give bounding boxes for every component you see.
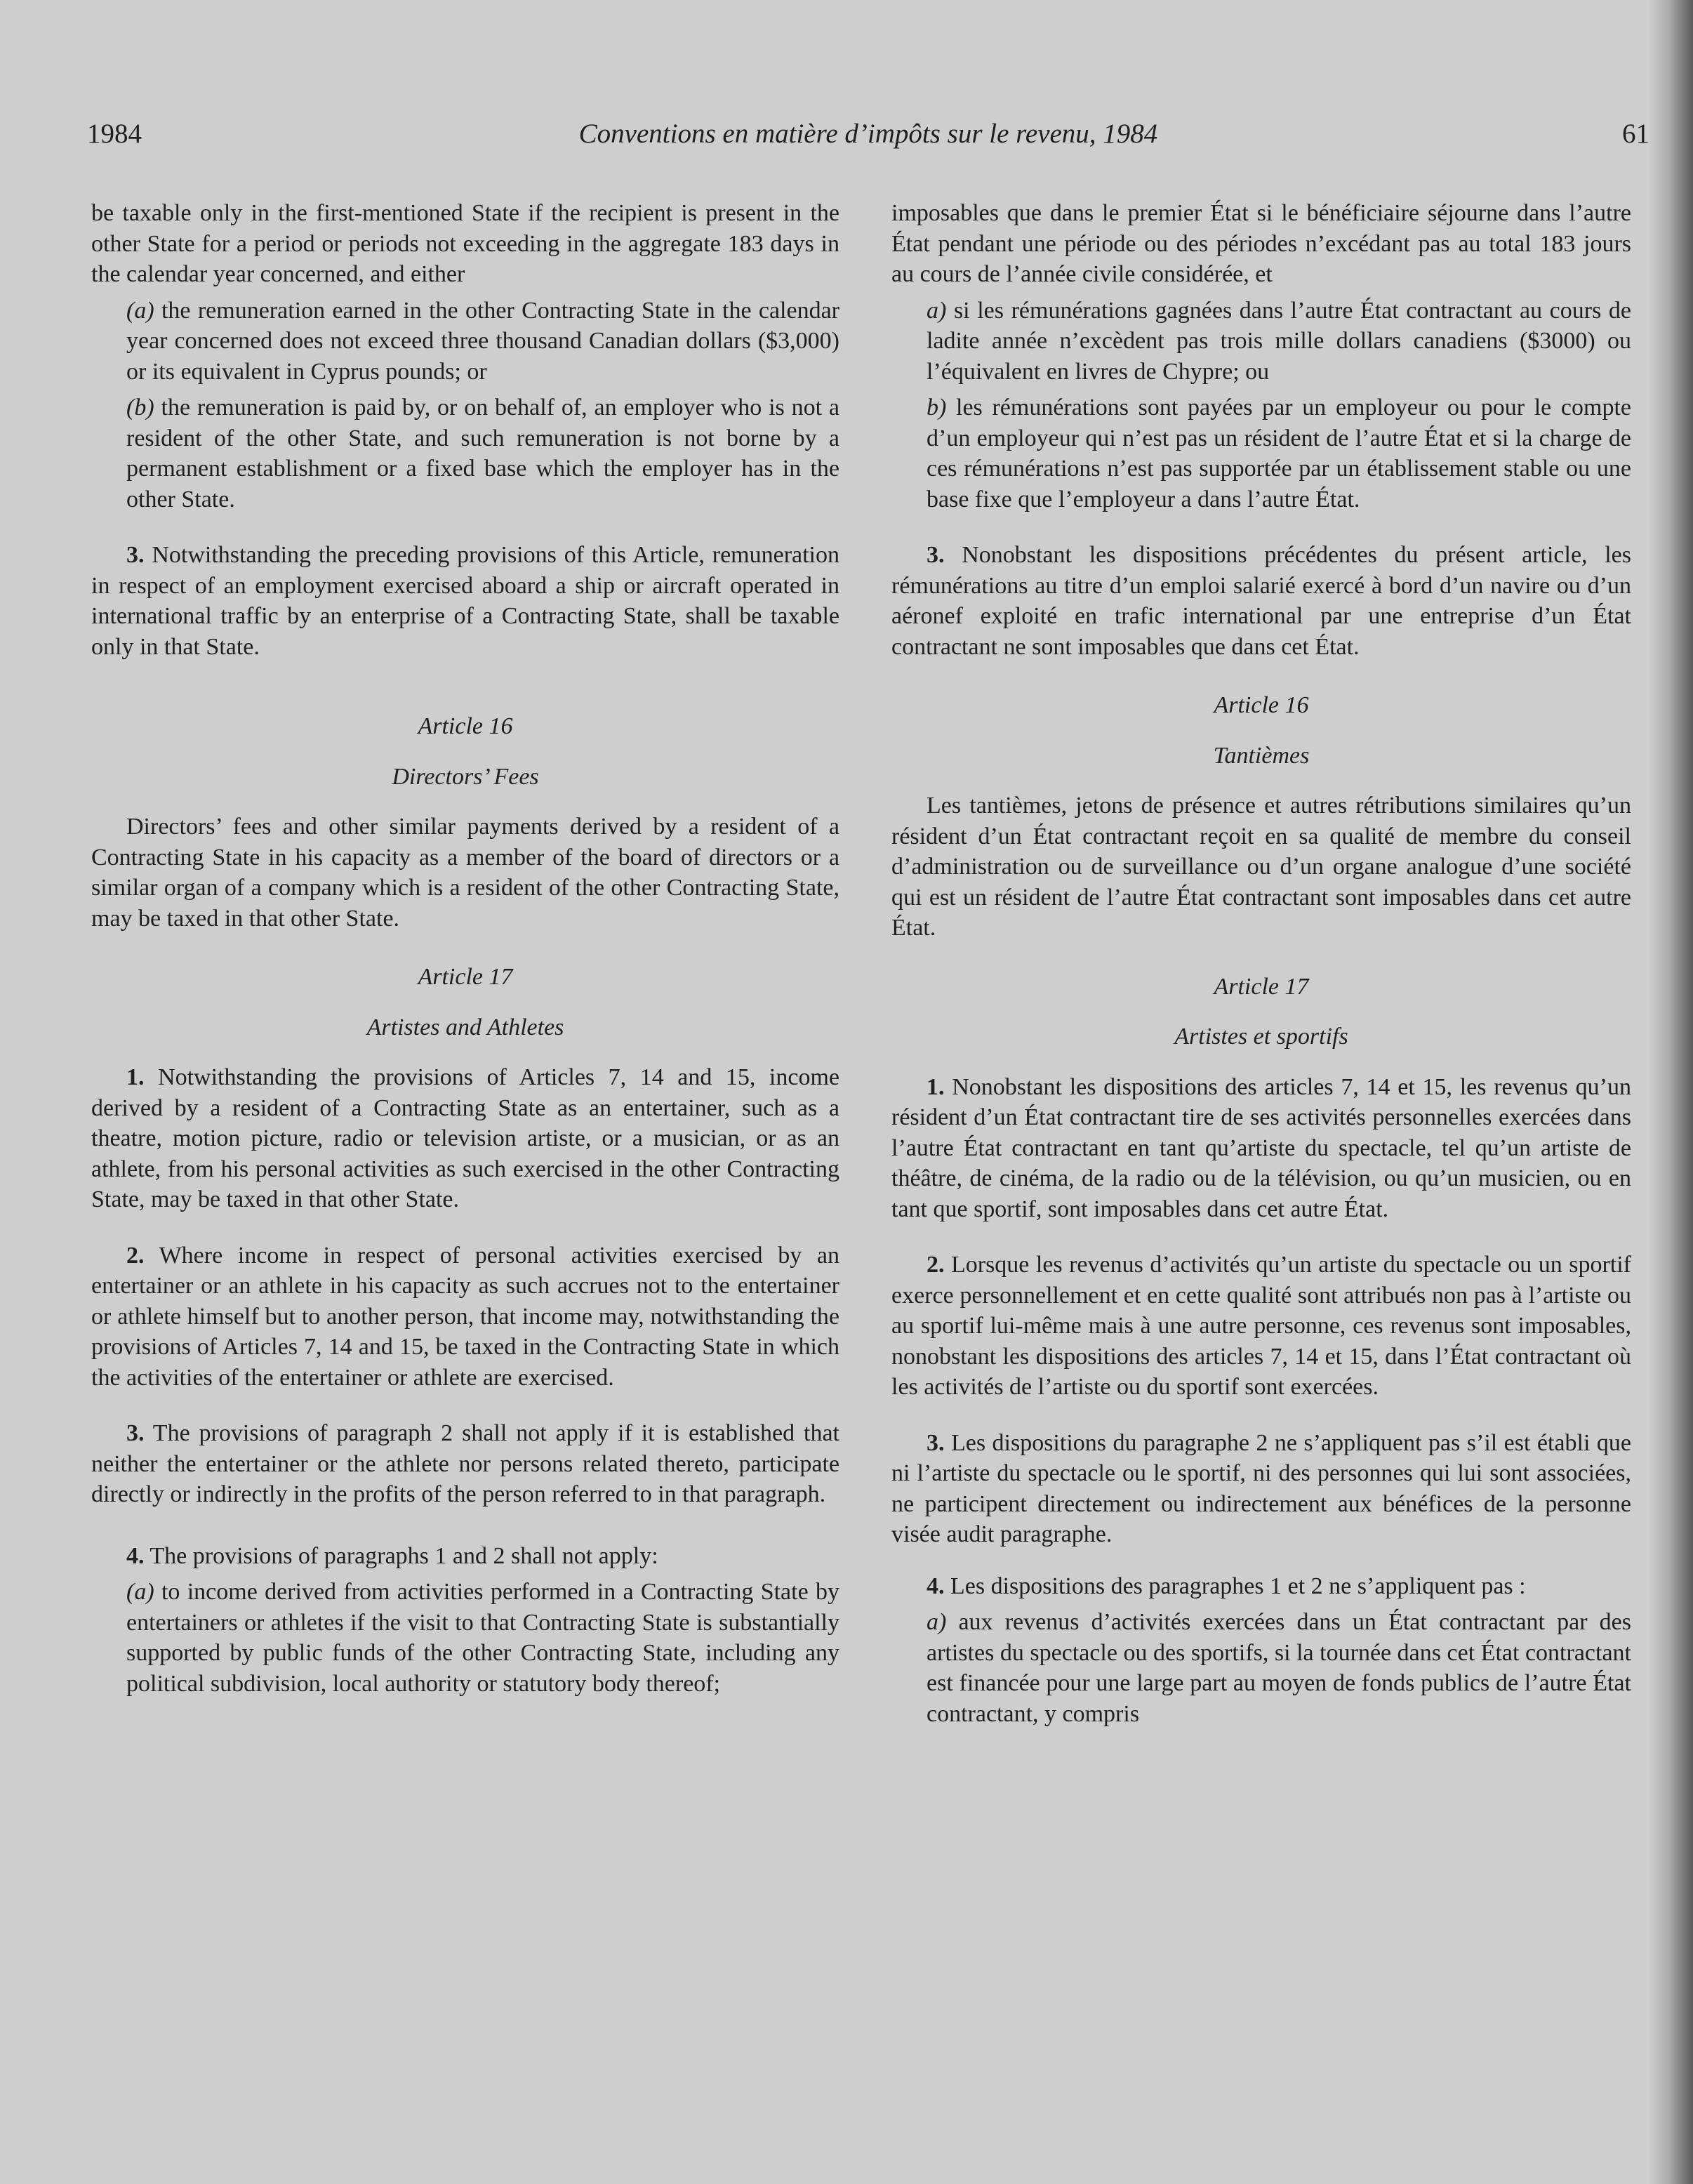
paragraph-number: 4. [126, 1542, 145, 1569]
paragraph-text: Nonobstant les dispositions des articles 7, 14 et 15, les revenus qu’un résident d’un État contractant tire de ses activités personnelles exercées dans l’autre État contractant en tant qu’artiste du spectacle, tel qu’un artiste de théâtre, de cinéma, de la radio ou de la télévision, ou qu’un musicien, ou en tant que sportif, sont imposables dans cet autre État. [891, 1073, 1631, 1222]
paragraph-number: 1. [927, 1073, 945, 1100]
article-16-text: Les tantièmes, jetons de présence et autres rétributions similaires qu’un résident d’un État contractant reçoit en sa qualité de membre du conseil d’administration ou de surveillance ou d’un organe analogue d’une société qui est un résident de l’autre État contractant sont imposables dans cet autre État. [891, 793, 1631, 941]
article-16-title: Tantièmes [1213, 742, 1310, 769]
page-number: 61 [1622, 119, 1649, 149]
subparagraph-text: aux revenus d’activités exercées dans un État contractant par des artistes du spectacle ou des sportifs, si la tournée dans cet État contractant est financée pour une large part au moyen de fonds publics de l’autre État contractant, y compris [927, 1609, 1631, 1727]
subparagraph-b [126, 392, 839, 515]
paragraph-text: Where income in respect of personal activities exercised by an entertainer or an athlete in his capacity as such accrues not to the entertainer or athlete himself but to another person, that income may, notwithstanding the provisions of Articles 7, 14 and 15, be taxed in the Contracting State in which the activities of the entertainer or athlete are exercised. [91, 1242, 839, 1391]
book-spine-shadow [1649, 0, 1693, 2184]
subparagraph-label: b) [927, 395, 947, 421]
subparagraph-text: les rémunérations sont payées par un employeur ou pour le compte d’un employeur qui n’est pas un résident de l’autre État et si la charge de ces rémunérations n’est pas supportée par un établissement stable ou une base fixe que l’employeur a dans l’autre État. [927, 395, 1632, 512]
article-17-paragraph-4-a [927, 1607, 1631, 1729]
subparagraph-a [927, 296, 1631, 388]
article-16-title: Directors’ Fees [392, 763, 539, 790]
paragraph-text: Lorsque les revenus d’activités qu’un artiste du spectacle ou un sportif exerce personnellement et en cette qualité sont attribués non pas à l’artiste ou au sportif lui-même mais à une autre personne, ces revenus sont imposables, nonobstant les dispositions des articles 7, 14 et 15, dans l’État contractant où les activités de l’artiste ou du sportif sont exercées. [891, 1252, 1632, 1400]
subparagraph-label: (a) [126, 297, 154, 324]
french-column [891, 198, 1631, 1729]
paragraph-number: 2. [927, 1252, 945, 1278]
paragraph-number: 4. [927, 1573, 945, 1599]
english-column [91, 198, 839, 1699]
article-17-paragraph-3 [891, 1428, 1631, 1550]
paragraph-number: 3. [126, 1420, 145, 1446]
header-year: 1984 [87, 119, 142, 149]
paragraph-number: 2. [126, 1242, 145, 1269]
header-title: Conventions en matière d’impôts sur le revenu, 1984 [578, 119, 1158, 149]
running-header [87, 118, 1649, 160]
article-17-paragraph-3 [91, 1418, 839, 1510]
article-17-paragraph-4 [891, 1571, 1631, 1602]
paragraph-text: Les dispositions des paragraphes 1 et 2 ne s’appliquent pas : [950, 1573, 1526, 1599]
subparagraph-text: the remuneration earned in the other Contracting State in the calendar year concerned does not exceed three thousand Canadian dollars ($3,000) or its equivalent in Cyprus pounds; or [126, 297, 840, 385]
article-17-heading: Article 17 [1214, 973, 1309, 1000]
subparagraph-label: a) [927, 297, 947, 324]
paragraph-text: Nonobstant les dispositions précédentes du présent article, les rémunérations au titre d’un emploi salarié exercé à bord d’un navire ou d’un aéronef exploité en trafic international par une entreprise d’un État contractant ne sont imposables que dans cet État. [891, 542, 1632, 660]
article-17-title: Artistes et sportifs [1174, 1024, 1348, 1050]
article-17-paragraph-4 [91, 1541, 839, 1572]
continuation-paragraph: imposables que dans le premier État si le bénéficiaire séjourne dans l’autre État pendant une période ou des périodes n’excédant pas au total 183 jours au cours de l’année civile considérée, et [891, 200, 1631, 287]
article-17-paragraph-2 [91, 1240, 839, 1394]
paragraph-3 [891, 540, 1631, 662]
subparagraph-text: to income derived from activities performed in a Contracting State by entertainers or athletes if the visit to that Contracting State is substantially supported by public funds of the other Contracting State, including any political subdivision, local authority or statutory body thereof; [126, 1579, 839, 1697]
paragraph-text: Notwithstanding the preceding provisions of this Article, remuneration in respect of an employment exercised aboard a ship or aircraft operated in international traffic by an enterprise of a Contracting State, shall be taxable only in that State. [91, 542, 840, 660]
subparagraph-text: the remuneration is paid by, or on behalf of, an employer who is not a resident of the other State, and such remuneration is not borne by a permanent establishment or a fixed base which the employer has in the other State. [126, 395, 840, 512]
article-16-heading: Article 16 [418, 713, 513, 739]
article-17-paragraph-1 [91, 1062, 839, 1215]
subparagraph-a [126, 296, 839, 388]
paragraph-number: 1. [126, 1064, 145, 1090]
article-17-title: Artistes and Athletes [366, 1014, 564, 1040]
continuation-paragraph: be taxable only in the first-mentioned State if the recipient is present in the other State for a period or periods not exceeding in the aggregate 183 days in the calendar year concerned, and either [91, 200, 839, 287]
paragraph-number: 3. [927, 1429, 945, 1456]
paragraph-3 [91, 540, 839, 662]
paragraph-number: 3. [927, 542, 945, 568]
subparagraph-label: (b) [126, 395, 154, 421]
subparagraph-text: si les rémunérations gagnées dans l’autre État contractant au cours de ladite année n’excèdent pas trois mille dollars canadiens ($3000) ou l’équivalent en livres de Chypre; ou [927, 297, 1631, 385]
paragraph-number: 3. [126, 542, 145, 568]
paragraph-text: Les dispositions du paragraphe 2 ne s’appliquent pas s’il est établi que ni l’artiste du spectacle ou le sportif, ni des personnes qui lui sont associées, ne participent directement ou indirectement aux bénéfices de la personne visée audit paragraphe. [891, 1429, 1631, 1547]
article-17-heading: Article 17 [418, 964, 513, 990]
article-17-paragraph-4-a [126, 1577, 839, 1699]
article-17-paragraph-2 [891, 1250, 1631, 1403]
article-17-paragraph-1 [891, 1072, 1631, 1225]
article-16-heading: Article 16 [1214, 692, 1309, 718]
paragraph-text: The provisions of paragraphs 1 and 2 shall not apply: [150, 1542, 658, 1569]
article-16-text: Directors’ fees and other similar payments derived by a resident of a Contracting State in his capacity as a member of the board of directors or a similar organ of a company which is a resident of the other Contracting State, may be taxed in that other State. [91, 814, 839, 932]
subparagraph-label: a) [927, 1609, 947, 1635]
subparagraph-b [927, 392, 1631, 515]
subparagraph-label: (a) [126, 1579, 154, 1605]
paragraph-text: The provisions of paragraph 2 shall not apply if it is established that neither the entertainer or the athlete nor persons related thereto, participate directly or indirectly in the profits of the person referred to in that paragraph. [91, 1420, 839, 1507]
paragraph-text: Notwithstanding the provisions of Articles 7, 14 and 15, income derived by a resident of a Contracting State as an entertainer, such as a theatre, motion picture, radio or television artiste, or a musician, or as an athlete, from his personal activities as such exercised in the other Contracting State, may be taxed in that other State. [91, 1064, 839, 1212]
